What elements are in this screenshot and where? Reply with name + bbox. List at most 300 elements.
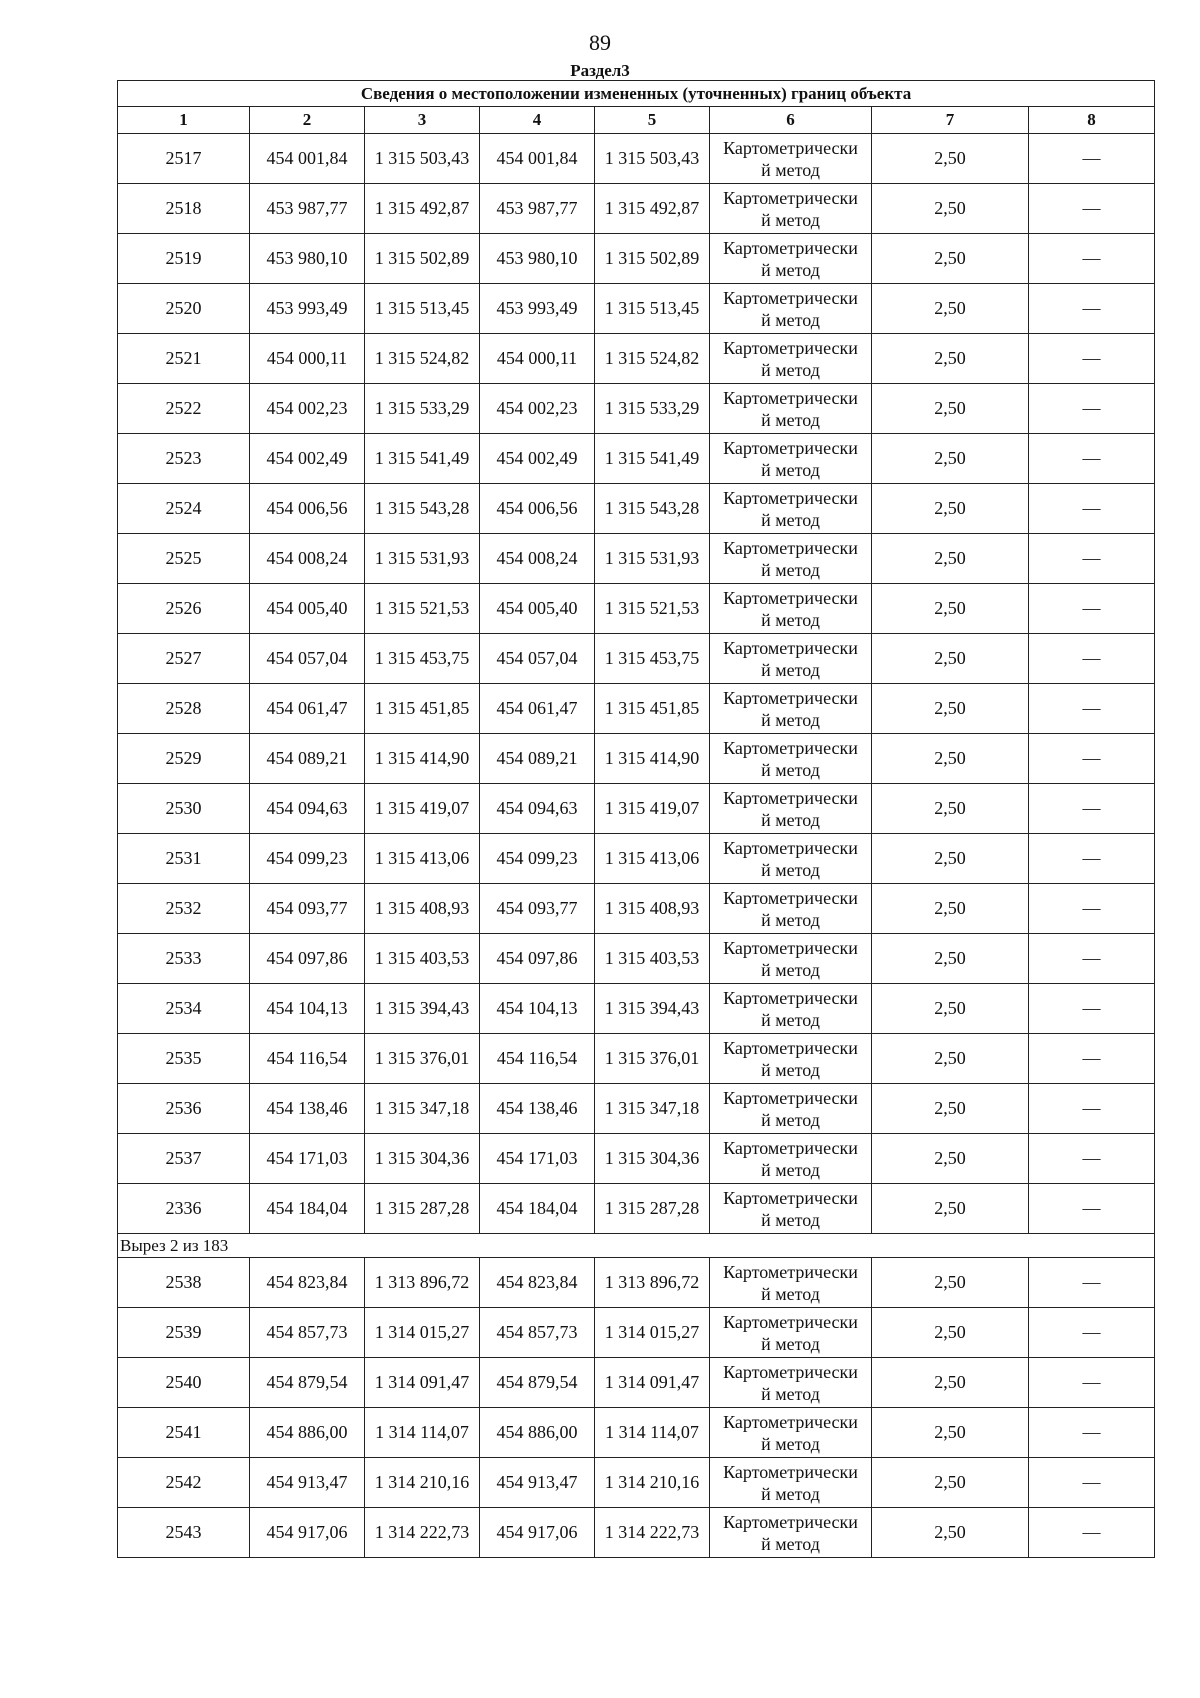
description-cell: —	[1029, 934, 1155, 984]
description-cell: —	[1029, 834, 1155, 884]
method-line: й метод	[761, 809, 820, 830]
method-line: Картометрически	[723, 1511, 858, 1532]
method-cell	[710, 584, 872, 634]
table-row	[118, 934, 1155, 984]
y-coordinate: 1 315 521,53	[365, 584, 480, 634]
x-coordinate: 454 094,63	[250, 784, 365, 834]
description-cell: —	[1029, 1034, 1155, 1084]
method-line: й метод	[761, 359, 820, 380]
column-number: 5	[595, 107, 710, 134]
column-number: 8	[1029, 107, 1155, 134]
point-number: 2517	[118, 134, 250, 184]
x-coordinate-refined: 454 089,21	[480, 734, 595, 784]
method-line: Картометрически	[723, 987, 858, 1008]
point-number: 2540	[118, 1358, 250, 1408]
method-line: Картометрически	[723, 437, 858, 458]
method-line: Картометрически	[723, 1461, 858, 1482]
x-coordinate-refined: 454 823,84	[480, 1258, 595, 1308]
x-coordinate: 454 879,54	[250, 1358, 365, 1408]
method-line: Картометрически	[723, 187, 858, 208]
x-coordinate: 454 057,04	[250, 634, 365, 684]
accuracy-cell: 2,50	[872, 884, 1029, 934]
point-number: 2525	[118, 534, 250, 584]
table-row	[118, 834, 1155, 884]
y-coordinate-refined: 1 313 896,72	[595, 1258, 710, 1308]
accuracy-cell: 2,50	[872, 784, 1029, 834]
x-coordinate-refined: 453 993,49	[480, 284, 595, 334]
column-number: 1	[118, 107, 250, 134]
accuracy-cell: 2,50	[872, 734, 1029, 784]
accuracy-cell: 2,50	[872, 234, 1029, 284]
method-line: Картометрически	[723, 1361, 858, 1382]
x-coordinate: 454 005,40	[250, 584, 365, 634]
accuracy-cell: 2,50	[872, 1034, 1029, 1084]
table-row	[118, 1308, 1155, 1358]
description-cell: —	[1029, 1084, 1155, 1134]
method-line: й метод	[761, 209, 820, 230]
table-row	[118, 334, 1155, 384]
x-coordinate: 454 008,24	[250, 534, 365, 584]
method-line: й метод	[761, 1059, 820, 1080]
table-row	[118, 1034, 1155, 1084]
method-cell	[710, 784, 872, 834]
point-number: 2532	[118, 884, 250, 934]
description-cell: —	[1029, 584, 1155, 634]
x-coordinate: 454 171,03	[250, 1134, 365, 1184]
accuracy-cell: 2,50	[872, 284, 1029, 334]
x-coordinate-refined: 454 099,23	[480, 834, 595, 884]
point-number: 2542	[118, 1458, 250, 1508]
table-row	[118, 784, 1155, 834]
y-coordinate: 1 315 524,82	[365, 334, 480, 384]
x-coordinate: 454 823,84	[250, 1258, 365, 1308]
x-coordinate: 454 097,86	[250, 934, 365, 984]
x-coordinate-refined: 454 008,24	[480, 534, 595, 584]
y-coordinate: 1 314 091,47	[365, 1358, 480, 1408]
table-row	[118, 1184, 1155, 1234]
y-coordinate-refined: 1 315 533,29	[595, 384, 710, 434]
method-line: й метод	[761, 909, 820, 930]
y-coordinate: 1 315 414,90	[365, 734, 480, 784]
method-line: Картометрически	[723, 1187, 858, 1208]
section-label: Вырез 2 из 183	[118, 1234, 1155, 1258]
y-coordinate-refined: 1 315 492,87	[595, 184, 710, 234]
y-coordinate: 1 315 419,07	[365, 784, 480, 834]
method-line: Картометрически	[723, 837, 858, 858]
description-cell: —	[1029, 1134, 1155, 1184]
accuracy-cell: 2,50	[872, 434, 1029, 484]
method-line: Картометрически	[723, 537, 858, 558]
x-coordinate: 454 913,47	[250, 1458, 365, 1508]
y-coordinate-refined: 1 314 015,27	[595, 1308, 710, 1358]
method-cell	[710, 884, 872, 934]
y-coordinate: 1 315 347,18	[365, 1084, 480, 1134]
x-coordinate-refined: 454 001,84	[480, 134, 595, 184]
accuracy-cell: 2,50	[872, 834, 1029, 884]
x-coordinate-refined: 454 171,03	[480, 1134, 595, 1184]
x-coordinate-refined: 454 000,11	[480, 334, 595, 384]
method-cell	[710, 1358, 872, 1408]
x-coordinate-refined: 454 057,04	[480, 634, 595, 684]
x-coordinate: 454 093,77	[250, 884, 365, 934]
accuracy-cell: 2,50	[872, 1258, 1029, 1308]
method-cell	[710, 1308, 872, 1358]
method-cell	[710, 484, 872, 534]
method-line: й метод	[761, 709, 820, 730]
accuracy-cell: 2,50	[872, 1184, 1029, 1234]
accuracy-cell: 2,50	[872, 484, 1029, 534]
point-number: 2537	[118, 1134, 250, 1184]
method-cell	[710, 134, 872, 184]
accuracy-cell: 2,50	[872, 184, 1029, 234]
y-coordinate: 1 315 394,43	[365, 984, 480, 1034]
accuracy-cell: 2,50	[872, 1508, 1029, 1558]
column-number: 4	[480, 107, 595, 134]
method-cell	[710, 734, 872, 784]
table-row	[118, 584, 1155, 634]
accuracy-cell: 2,50	[872, 534, 1029, 584]
method-line: й метод	[761, 1333, 820, 1354]
y-coordinate-refined: 1 315 513,45	[595, 284, 710, 334]
method-line: й метод	[761, 1533, 820, 1554]
x-coordinate-refined: 454 104,13	[480, 984, 595, 1034]
accuracy-cell: 2,50	[872, 134, 1029, 184]
method-line: й метод	[761, 509, 820, 530]
point-number: 2526	[118, 584, 250, 634]
method-line: й метод	[761, 959, 820, 980]
method-line: й метод	[761, 1383, 820, 1404]
x-coordinate: 454 138,46	[250, 1084, 365, 1134]
table-row	[118, 484, 1155, 534]
y-coordinate-refined: 1 315 524,82	[595, 334, 710, 384]
y-coordinate-refined: 1 315 541,49	[595, 434, 710, 484]
y-coordinate: 1 315 408,93	[365, 884, 480, 934]
method-line: Картометрически	[723, 1087, 858, 1108]
method-line: й метод	[761, 159, 820, 180]
accuracy-cell: 2,50	[872, 1408, 1029, 1458]
method-line: Картометрически	[723, 387, 858, 408]
method-cell	[710, 434, 872, 484]
point-number: 2541	[118, 1408, 250, 1458]
method-cell	[710, 384, 872, 434]
method-line: Картометрически	[723, 637, 858, 658]
table-row	[118, 384, 1155, 434]
x-coordinate: 454 000,11	[250, 334, 365, 384]
page-number: 89	[589, 30, 611, 55]
y-coordinate-refined: 1 314 222,73	[595, 1508, 710, 1558]
table-row	[118, 434, 1155, 484]
y-coordinate-refined: 1 315 503,43	[595, 134, 710, 184]
table-row	[118, 184, 1155, 234]
y-coordinate: 1 315 531,93	[365, 534, 480, 584]
method-cell	[710, 634, 872, 684]
column-number: 6	[710, 107, 872, 134]
column-number: 3	[365, 107, 480, 134]
y-coordinate: 1 314 114,07	[365, 1408, 480, 1458]
y-coordinate-refined: 1 315 304,36	[595, 1134, 710, 1184]
x-coordinate-refined: 454 857,73	[480, 1308, 595, 1358]
method-cell	[710, 684, 872, 734]
x-coordinate: 453 980,10	[250, 234, 365, 284]
x-coordinate-refined: 454 061,47	[480, 684, 595, 734]
table-row	[118, 1408, 1155, 1458]
y-coordinate-refined: 1 315 347,18	[595, 1084, 710, 1134]
description-cell: —	[1029, 684, 1155, 734]
x-coordinate-refined: 453 980,10	[480, 234, 595, 284]
y-coordinate: 1 315 413,06	[365, 834, 480, 884]
point-number: 2522	[118, 384, 250, 434]
table-row	[118, 1508, 1155, 1558]
description-cell: —	[1029, 634, 1155, 684]
method-cell	[710, 934, 872, 984]
y-coordinate-refined: 1 315 531,93	[595, 534, 710, 584]
method-line: й метод	[761, 1209, 820, 1230]
y-coordinate-refined: 1 315 414,90	[595, 734, 710, 784]
method-cell	[710, 1258, 872, 1308]
accuracy-cell: 2,50	[872, 934, 1029, 984]
table-row	[118, 1458, 1155, 1508]
table-row	[118, 1358, 1155, 1408]
method-line: Картометрически	[723, 687, 858, 708]
x-coordinate: 454 001,84	[250, 134, 365, 184]
y-coordinate: 1 314 222,73	[365, 1508, 480, 1558]
accuracy-cell: 2,50	[872, 384, 1029, 434]
method-line: Картометрически	[723, 237, 858, 258]
method-line: й метод	[761, 859, 820, 880]
method-line: Картометрически	[723, 1137, 858, 1158]
method-line: й метод	[761, 1433, 820, 1454]
accuracy-cell: 2,50	[872, 634, 1029, 684]
accuracy-cell: 2,50	[872, 584, 1029, 634]
description-cell: —	[1029, 1458, 1155, 1508]
accuracy-cell: 2,50	[872, 1458, 1029, 1508]
y-coordinate: 1 314 015,27	[365, 1308, 480, 1358]
y-coordinate: 1 315 492,87	[365, 184, 480, 234]
point-number: 2527	[118, 634, 250, 684]
x-coordinate: 454 184,04	[250, 1184, 365, 1234]
accuracy-cell: 2,50	[872, 1308, 1029, 1358]
y-coordinate-refined: 1 315 543,28	[595, 484, 710, 534]
y-coordinate-refined: 1 315 287,28	[595, 1184, 710, 1234]
accuracy-cell: 2,50	[872, 1134, 1029, 1184]
coordinates-table	[117, 80, 1155, 1558]
description-cell: —	[1029, 784, 1155, 834]
method-line: й метод	[761, 1009, 820, 1030]
y-coordinate: 1 314 210,16	[365, 1458, 480, 1508]
method-line: Картометрически	[723, 737, 858, 758]
y-coordinate-refined: 1 315 453,75	[595, 634, 710, 684]
method-cell	[710, 984, 872, 1034]
column-number: 7	[872, 107, 1029, 134]
x-coordinate: 453 993,49	[250, 284, 365, 334]
description-cell: —	[1029, 1408, 1155, 1458]
table-body	[118, 134, 1155, 1558]
y-coordinate-refined: 1 315 403,53	[595, 934, 710, 984]
method-line: й метод	[761, 1283, 820, 1304]
description-cell: —	[1029, 484, 1155, 534]
method-line: й метод	[761, 459, 820, 480]
point-number: 2534	[118, 984, 250, 1034]
description-cell: —	[1029, 434, 1155, 484]
point-number: 2538	[118, 1258, 250, 1308]
x-coordinate-refined: 453 987,77	[480, 184, 595, 234]
method-line: й метод	[761, 1109, 820, 1130]
method-cell	[710, 1408, 872, 1458]
description-cell: —	[1029, 884, 1155, 934]
method-line: й метод	[761, 309, 820, 330]
x-coordinate: 453 987,77	[250, 184, 365, 234]
x-coordinate-refined: 454 917,06	[480, 1508, 595, 1558]
method-line: й метод	[761, 609, 820, 630]
point-number: 2521	[118, 334, 250, 384]
method-cell	[710, 1034, 872, 1084]
table-row	[118, 234, 1155, 284]
point-number: 2539	[118, 1308, 250, 1358]
x-coordinate: 454 857,73	[250, 1308, 365, 1358]
y-coordinate: 1 315 376,01	[365, 1034, 480, 1084]
x-coordinate-refined: 454 002,49	[480, 434, 595, 484]
point-number: 2530	[118, 784, 250, 834]
accuracy-cell: 2,50	[872, 334, 1029, 384]
y-coordinate-refined: 1 315 419,07	[595, 784, 710, 834]
x-coordinate-refined: 454 006,56	[480, 484, 595, 534]
x-coordinate-refined: 454 879,54	[480, 1358, 595, 1408]
x-coordinate: 454 006,56	[250, 484, 365, 534]
x-coordinate-refined: 454 886,00	[480, 1408, 595, 1458]
x-coordinate-refined: 454 116,54	[480, 1034, 595, 1084]
y-coordinate: 1 315 503,43	[365, 134, 480, 184]
table-row	[118, 1258, 1155, 1308]
x-coordinate: 454 099,23	[250, 834, 365, 884]
section-row	[118, 1234, 1155, 1258]
description-cell: —	[1029, 134, 1155, 184]
section-title: Раздел3	[570, 61, 630, 80]
point-number: 2528	[118, 684, 250, 734]
method-line: Картометрически	[723, 1037, 858, 1058]
method-line: й метод	[761, 259, 820, 280]
y-coordinate: 1 315 451,85	[365, 684, 480, 734]
description-cell: —	[1029, 1308, 1155, 1358]
description-cell: —	[1029, 1508, 1155, 1558]
accuracy-cell: 2,50	[872, 684, 1029, 734]
method-line: Картометрически	[723, 287, 858, 308]
y-coordinate: 1 315 502,89	[365, 234, 480, 284]
method-cell	[710, 1134, 872, 1184]
method-line: Картометрически	[723, 1261, 858, 1282]
method-cell	[710, 1084, 872, 1134]
y-coordinate-refined: 1 315 451,85	[595, 684, 710, 734]
method-cell	[710, 334, 872, 384]
table-row	[118, 1134, 1155, 1184]
method-line: Картометрически	[723, 487, 858, 508]
description-cell: —	[1029, 1258, 1155, 1308]
method-line: Картометрически	[723, 137, 858, 158]
accuracy-cell: 2,50	[872, 1084, 1029, 1134]
method-line: й метод	[761, 759, 820, 780]
x-coordinate-refined: 454 005,40	[480, 584, 595, 634]
y-coordinate-refined: 1 314 114,07	[595, 1408, 710, 1458]
x-coordinate: 454 917,06	[250, 1508, 365, 1558]
point-number: 2518	[118, 184, 250, 234]
method-cell	[710, 1458, 872, 1508]
description-cell: —	[1029, 1358, 1155, 1408]
x-coordinate-refined: 454 002,23	[480, 384, 595, 434]
table-row	[118, 734, 1155, 784]
method-line: Картометрически	[723, 937, 858, 958]
table-row	[118, 134, 1155, 184]
y-coordinate: 1 315 304,36	[365, 1134, 480, 1184]
table-row	[118, 684, 1155, 734]
description-cell: —	[1029, 984, 1155, 1034]
y-coordinate: 1 313 896,72	[365, 1258, 480, 1308]
description-cell: —	[1029, 1184, 1155, 1234]
x-coordinate: 454 089,21	[250, 734, 365, 784]
method-cell	[710, 834, 872, 884]
point-number: 2531	[118, 834, 250, 884]
y-coordinate-refined: 1 315 394,43	[595, 984, 710, 1034]
x-coordinate-refined: 454 913,47	[480, 1458, 595, 1508]
description-cell: —	[1029, 334, 1155, 384]
method-line: й метод	[761, 559, 820, 580]
method-line: Картометрически	[723, 1311, 858, 1332]
method-line: Картометрически	[723, 337, 858, 358]
table-row	[118, 884, 1155, 934]
point-number: 2523	[118, 434, 250, 484]
point-number: 2543	[118, 1508, 250, 1558]
point-number: 2533	[118, 934, 250, 984]
point-number: 2336	[118, 1184, 250, 1234]
x-coordinate: 454 061,47	[250, 684, 365, 734]
description-cell: —	[1029, 184, 1155, 234]
point-number: 2536	[118, 1084, 250, 1134]
point-number: 2529	[118, 734, 250, 784]
x-coordinate: 454 116,54	[250, 1034, 365, 1084]
method-line: й метод	[761, 409, 820, 430]
point-number: 2524	[118, 484, 250, 534]
description-cell: —	[1029, 734, 1155, 784]
table-row	[118, 284, 1155, 334]
y-coordinate: 1 315 403,53	[365, 934, 480, 984]
x-coordinate: 454 002,49	[250, 434, 365, 484]
y-coordinate: 1 315 513,45	[365, 284, 480, 334]
y-coordinate-refined: 1 315 521,53	[595, 584, 710, 634]
x-coordinate-refined: 454 093,77	[480, 884, 595, 934]
y-coordinate: 1 315 541,49	[365, 434, 480, 484]
description-cell: —	[1029, 284, 1155, 334]
y-coordinate-refined: 1 315 408,93	[595, 884, 710, 934]
y-coordinate: 1 315 543,28	[365, 484, 480, 534]
method-cell	[710, 184, 872, 234]
x-coordinate-refined: 454 097,86	[480, 934, 595, 984]
method-line: Картометрически	[723, 787, 858, 808]
point-number: 2519	[118, 234, 250, 284]
method-cell	[710, 1184, 872, 1234]
description-cell: —	[1029, 384, 1155, 434]
method-cell	[710, 1508, 872, 1558]
method-cell	[710, 284, 872, 334]
y-coordinate: 1 315 453,75	[365, 634, 480, 684]
method-line: Картометрически	[723, 887, 858, 908]
x-coordinate-refined: 454 094,63	[480, 784, 595, 834]
x-coordinate-refined: 454 138,46	[480, 1084, 595, 1134]
table-title: Сведения о местоположении измененных (уточненных) границ объекта	[118, 81, 1155, 107]
description-cell: —	[1029, 234, 1155, 284]
y-coordinate-refined: 1 315 502,89	[595, 234, 710, 284]
point-number: 2520	[118, 284, 250, 334]
method-cell	[710, 234, 872, 284]
column-number: 2	[250, 107, 365, 134]
method-line: й метод	[761, 659, 820, 680]
